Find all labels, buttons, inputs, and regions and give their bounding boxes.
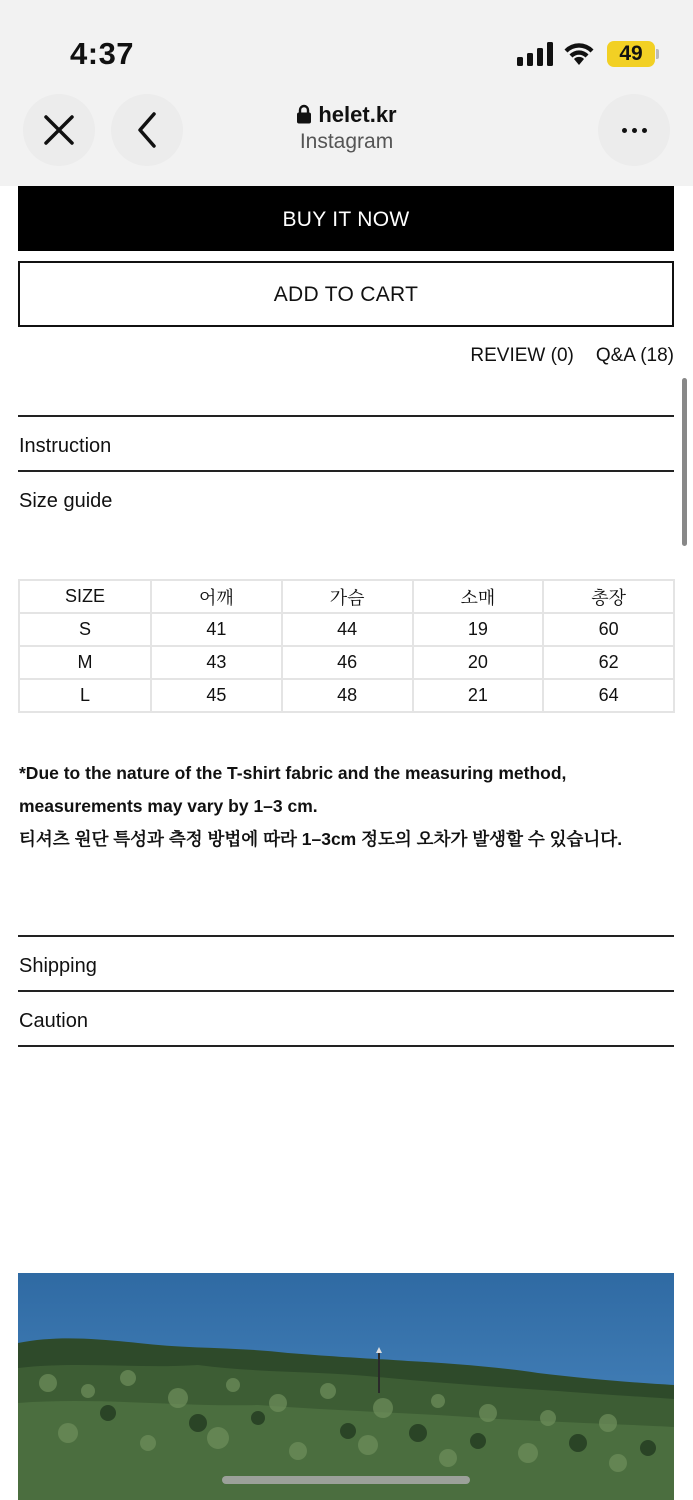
table-cell: 44: [282, 613, 413, 646]
table-row: [19, 613, 674, 646]
table-cell: 62: [543, 646, 674, 679]
forested-hill-image: [18, 1273, 674, 1500]
scrollbar[interactable]: [682, 378, 687, 546]
table-header-cell: 소매: [413, 580, 544, 613]
wifi-icon: [563, 40, 595, 66]
divider: [18, 935, 674, 937]
table-cell: 41: [151, 613, 282, 646]
table-cell: 45: [151, 679, 282, 712]
more-icon-dot: [632, 128, 637, 133]
table-header-cell: 어깨: [151, 580, 282, 613]
battery-indicator: 49: [607, 41, 655, 67]
address-bar[interactable]: [0, 102, 693, 130]
table-cell: M: [19, 646, 151, 679]
measurement-note: [19, 757, 622, 856]
note-line: 티셔츠 원단 특성과 측정 방법에 따라 1–3cm 정도의 오차가 발생할 수 있습니다.: [19, 829, 623, 849]
table-header-cell: 가슴: [282, 580, 413, 613]
table-cell: 64: [543, 679, 674, 712]
table-header-cell: 총장: [543, 580, 674, 613]
battery-cap: [656, 49, 659, 59]
table-cell: S: [19, 613, 151, 646]
divider: [18, 990, 674, 992]
divider: [18, 415, 674, 417]
qna-link[interactable]: Q&A (18): [595, 345, 674, 366]
status-bar: [0, 0, 693, 100]
more-icon: [622, 128, 627, 133]
shipping-tab[interactable]: Shipping: [19, 955, 97, 977]
note-line: *Due to the nature of the T-shirt fabric and the measuring method,: [19, 763, 567, 783]
table-cell: 19: [413, 613, 544, 646]
caution-tab[interactable]: Caution: [19, 1010, 88, 1032]
cellular-signal-icon: [517, 42, 553, 66]
table-cell: 21: [413, 679, 544, 712]
table-header-row: [19, 580, 674, 613]
divider: [18, 470, 674, 472]
table-row: [19, 646, 674, 679]
buy-it-now-button[interactable]: BUY IT NOW: [18, 186, 674, 251]
review-qna-links: [448, 345, 674, 367]
table-cell: L: [19, 679, 151, 712]
size-guide-tab[interactable]: Size guide: [19, 490, 113, 512]
table-row: [19, 679, 674, 712]
divider: [18, 1045, 674, 1047]
lock-icon: [296, 104, 312, 130]
status-time: 4:37: [70, 36, 135, 71]
table-header-cell: SIZE: [19, 580, 151, 613]
add-to-cart-button[interactable]: ADD TO CART: [18, 261, 674, 327]
more-icon-dot: [642, 128, 647, 133]
note-line: measurements may vary by 1–3 cm.: [19, 796, 318, 816]
table-cell: 46: [282, 646, 413, 679]
instruction-tab[interactable]: Instruction: [19, 435, 112, 457]
product-photo: [18, 1273, 674, 1500]
source-app-label: Instagram: [299, 130, 394, 153]
page-domain: helet.kr: [318, 102, 397, 127]
table-cell: 43: [151, 646, 282, 679]
in-app-browser-header: [0, 88, 693, 186]
table-cell: 48: [282, 679, 413, 712]
table-cell: 20: [413, 646, 544, 679]
size-table: [18, 579, 675, 713]
more-options-button[interactable]: [598, 94, 670, 166]
review-link[interactable]: REVIEW (0): [470, 345, 574, 366]
table-cell: 60: [543, 613, 674, 646]
home-indicator[interactable]: [222, 1476, 470, 1484]
